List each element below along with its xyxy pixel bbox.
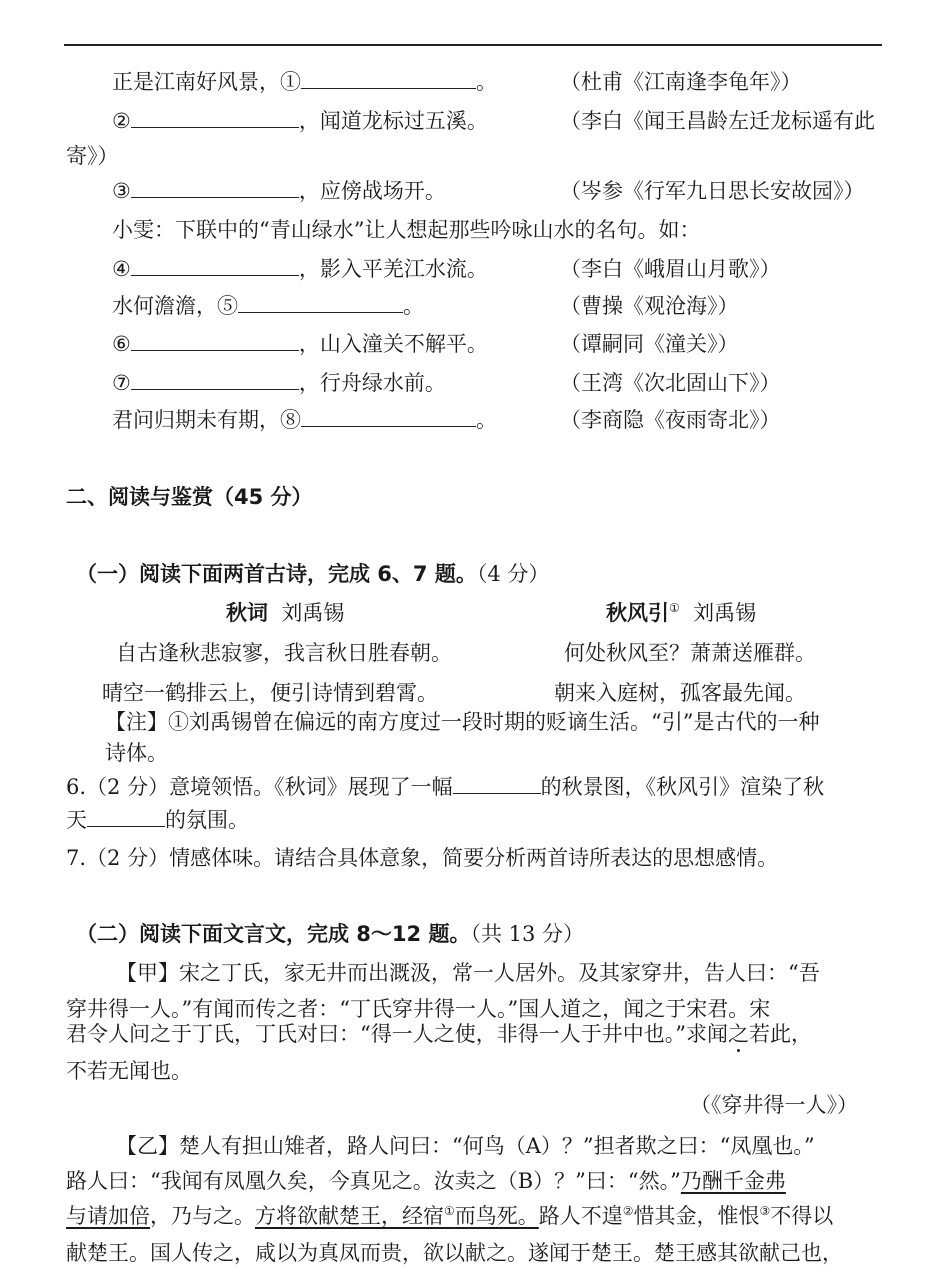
blank-6[interactable] [131,330,299,351]
poem2-line2: 朝来入庭树，孤客最先闻。 [554,681,806,705]
yi-line1: 【乙】楚人有担山雉者，路人问曰：“何鸟（A）？”担者欺之曰：“凤凰也。” [116,1134,815,1158]
question-6-line1: 6.（2 分）意境领悟。《秋词》展现了一幅 的秋景图，《秋风引》渲染了秋 [66,775,825,799]
fill-line-6: ⑥ ，山入潼关不解平。 [112,332,488,356]
poem1-heading: 秋词 刘禹锡 [226,601,345,625]
blank-4[interactable] [131,255,299,276]
jia-line3: 君令人问之于丁氏，丁氏对曰：“得一人之使，非得一人于井中也。”求闻之若此， [66,1022,812,1046]
fill-line-4: ④ ，影入平羌江水流。 [112,257,488,281]
blank-8[interactable] [301,406,476,427]
blank-1[interactable] [301,68,476,89]
fill-line-7: ⑦ ，行舟绿水前。 [112,371,446,395]
fill-line-3: ③ ，应傍战场开。 [112,179,446,203]
jia-line4: 不若无闻也。 [66,1059,192,1083]
question-6-line2: 天 的氛围。 [66,808,249,832]
section-title: 二、阅读与鉴赏（45 分） [66,485,313,509]
poem1-line2: 晴空一鹤排云上，便引诗情到碧霄。 [102,681,438,705]
blank-q6-2[interactable] [87,806,165,827]
yi-line4: 献楚王。国人传之，咸以为真凤而贵，欲以献之。遂闻于楚王。楚王感其欲献己也， [66,1241,843,1265]
fill-line-2: ② ，闻道龙标过五溪。 [112,109,488,133]
poem2-heading: 秋风引① 刘禹锡 [606,601,757,625]
blank-2[interactable] [131,107,299,128]
note-line2: 诗体。 [105,741,168,765]
poem1-line1: 自古逢秋悲寂寥，我言秋日胜春朝。 [116,641,452,665]
jia-source: （《穿井得一人》） [690,1093,858,1117]
fill-line-1: 正是江南好风景，① 。 [112,70,497,94]
blank-7[interactable] [131,369,299,390]
source-4: （李白《峨眉山月歌》） [560,257,781,281]
blank-q6-1[interactable] [453,773,541,794]
question-7: 7.（2 分）情感体味。请结合具体意象，简要分析两首诗所表达的思想感情。 [66,846,779,870]
jia-line2: 穿井得一人。”有闻而传之者：“丁氏穿井得一人。”国人道之，闻之于宋君。宋 [66,997,771,1021]
yi-line2: 路人曰：“我闻有凤凰久矣，今真见之。汝卖之（B）？”曰：“然。”乃酬千金弗 [66,1169,786,1193]
part1-heading: （一）阅读下面两首古诗，完成 6、7 题。（4 分） [76,562,550,586]
note-xiaowen: 小雯：下联中的“青山绿水”让人想起那些吟咏山水的名句。如： [112,218,701,242]
fill-line-5: 水何澹澹，⑤ 。 [112,294,424,318]
source-2: （李白《闻王昌龄左迁龙标遥有此 [560,109,875,133]
top-rule [64,44,882,46]
blank-3[interactable] [131,177,299,198]
source-2-cont: 寄》） [66,144,119,168]
fill-line-8: 君问归期未有期，⑧ 。 [112,408,497,432]
jia-line1: 【甲】宋之丁氏，家无井而出溉汲，常一人居外。及其家穿井，告人曰：“吾 [116,961,820,985]
source-6: （谭嗣同《潼关》） [560,332,739,356]
poem2-line1: 何处秋风至？萧萧送雁群。 [564,641,816,665]
blank-5[interactable] [238,292,403,313]
underlined-sentence-a: 乃酬千金弗 [680,1169,786,1193]
part2-heading: （二）阅读下面文言文，完成 8～12 题。（共 13 分） [76,922,585,946]
note-line1: 【注】①刘禹锡曾在偏远的南方度过一段时期的贬谪生活。“引”是古代的一种 [105,710,820,734]
underlined-sentence-b: 方将欲献楚王，经宿①而鸟死。 [255,1204,539,1228]
source-8: （李商隐《夜雨寄北》） [560,408,781,432]
source-1: （杜甫《江南逢李龟年》） [560,70,802,94]
source-7: （王湾《次北固山下》） [560,371,781,395]
source-3: （岑参《行军九日思长安故园》） [560,179,865,203]
source-5: （曹操《观沧海》） [560,294,739,318]
yi-line3: 与请加倍，乃与之。方将欲献楚王，经宿①而鸟死。路人不遑②惜其金，惟恨③不得以 [66,1204,834,1228]
